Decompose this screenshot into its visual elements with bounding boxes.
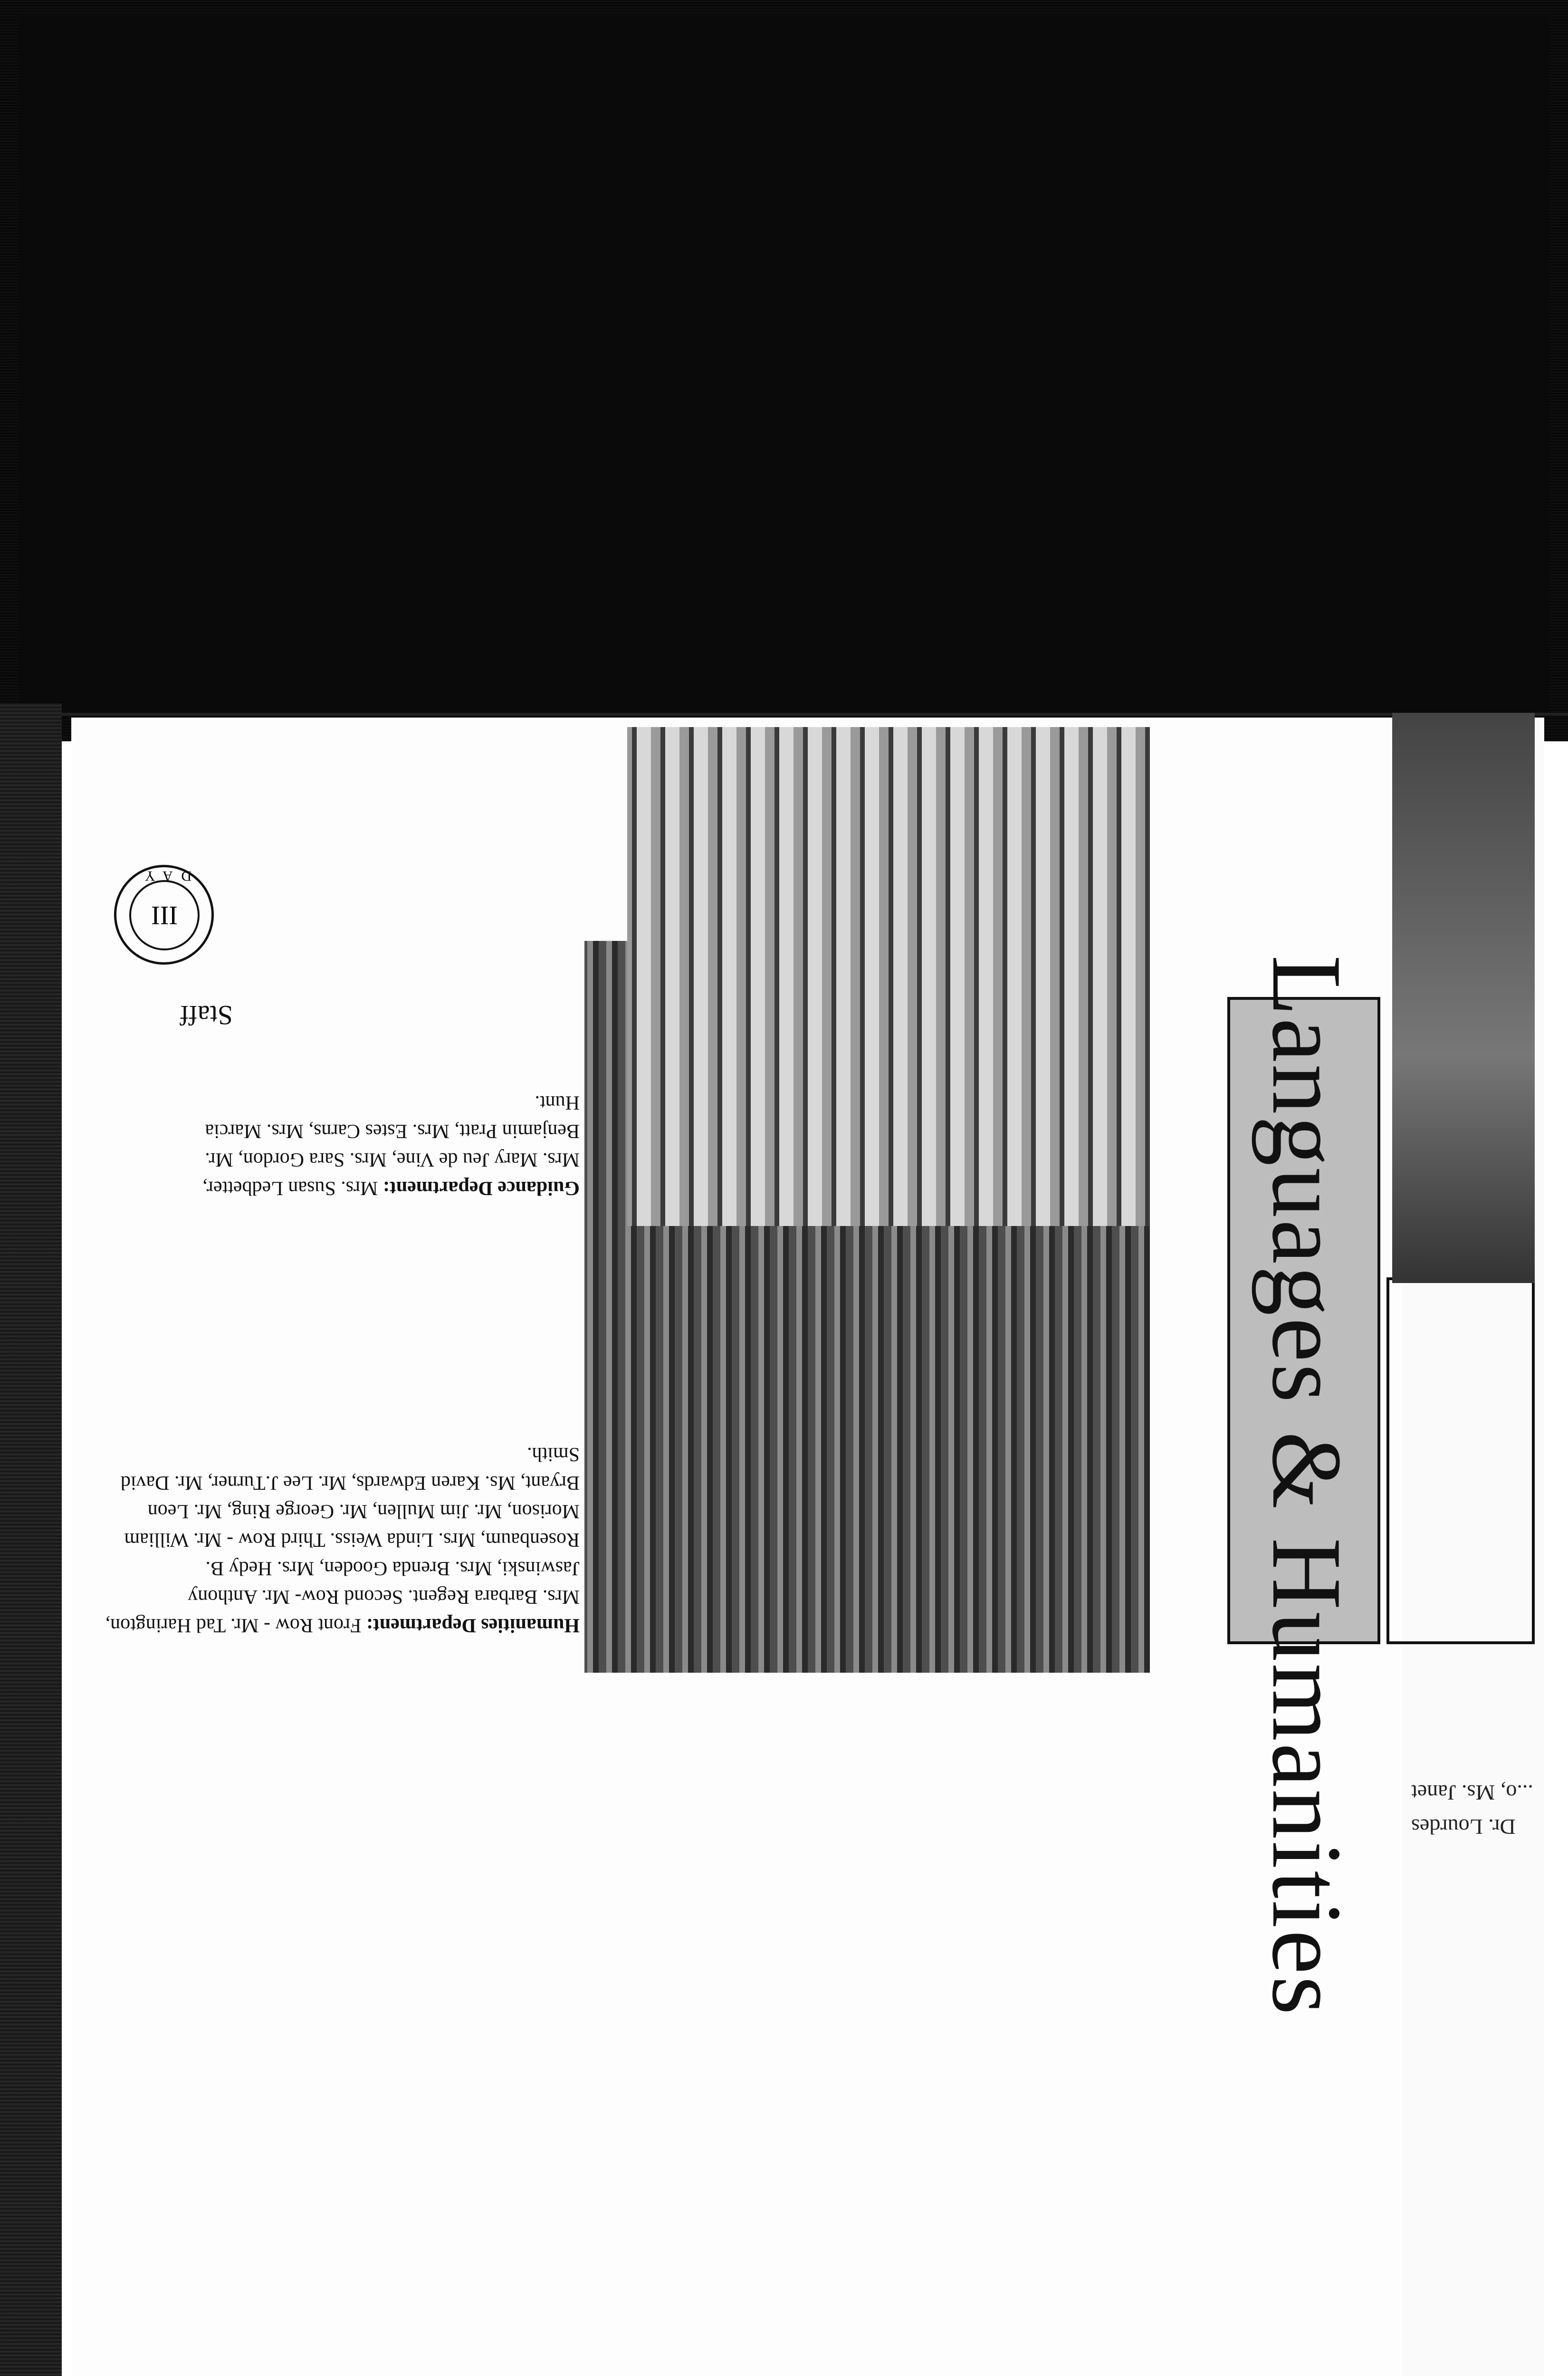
- scanner-background-top: [0, 0, 1568, 741]
- folio-section-label: Staff: [180, 1000, 233, 1031]
- guidance-department-photo: [627, 727, 1150, 1226]
- folio-day-label: DAY: [136, 868, 192, 884]
- scanner-binding-edge: [0, 703, 62, 2376]
- section-heading: Languages & Humanities: [1252, 955, 1362, 2017]
- rotated-yearbook-page: [71, 718, 1544, 2376]
- facing-page-quote-box: [1386, 1277, 1535, 1644]
- facing-page-edge: [1402, 718, 1544, 2376]
- guidance-caption-text: Mrs. Susan Ledbetter, Mrs. Mary Jeu de Vine, Mrs. Sara Gordon, Mr. Benjamin Pratt, Mrs. Estes Carns, Mrs. Marcia Hunt.: [202, 1092, 580, 1199]
- guidance-caption-label: Guidance Department:: [382, 1177, 580, 1199]
- facing-page-photo: [1392, 713, 1535, 1283]
- scanner-lid-shadow: [19, 14, 1549, 718]
- folio-page-number: III: [129, 880, 200, 950]
- humanities-caption-text: Front Row - Mr. Tad Harington, Mrs. Barbara Regent. Second Row- Mr. Anthony Jaswinski, Mrs. Brenda Gooden, Mrs. Hedy B. Rosenbaum, Mrs. Linda Weiss. Third Row - Mr. William Morison, Mr. Jim Mullen, Mr. George Ring, Mr. Leon Bryant, Ms. Karen Edwards, Mr. Lee J.Turner, Mr. David Smith.: [105, 1443, 580, 1636]
- guidance-caption: [162, 1088, 580, 1202]
- facing-page-caption-fragment: Dr. Lourdes ...o, Ms. Janet: [1411, 1781, 1533, 1839]
- humanities-caption: [105, 1440, 580, 1639]
- humanities-caption-label: Humanities Department:: [366, 1614, 580, 1636]
